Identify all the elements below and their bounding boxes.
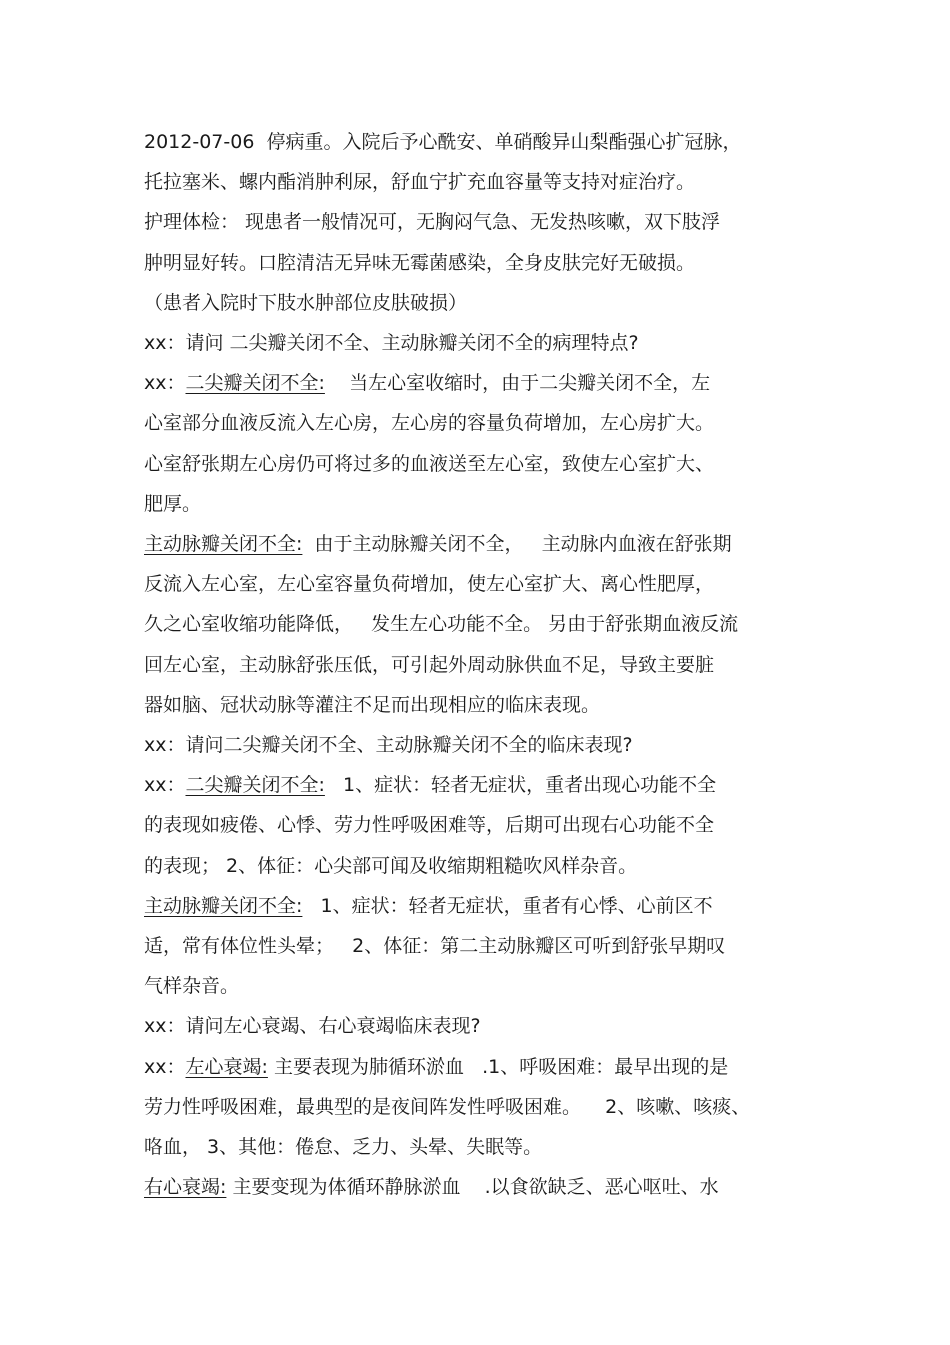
text-segment: 心室舒张期左心房仍可将过多的血液送至左心室，致使左心室扩大、 xyxy=(144,452,715,475)
text-segment: 由于主动脉瓣关闭不全， 主动脉内血液在舒张期 xyxy=(302,533,732,555)
text-segment: 主要表现为肺循环淤血 .1、呼吸困难：最早出现的是 xyxy=(267,1055,729,1078)
text-line xyxy=(144,1167,834,1207)
underlined-heading: 二尖瓣关闭不全: xyxy=(185,774,325,797)
text-segment: 当左心室收缩时，由于二尖瓣关闭不全，左 xyxy=(324,372,711,395)
text-segment: xx：请问 二尖瓣关闭不全、主动脉瓣关闭不全的病理特点? xyxy=(144,332,639,354)
text-line xyxy=(144,1047,834,1087)
text-line xyxy=(144,765,834,805)
text-line xyxy=(144,122,834,162)
text-segment: 器如脑、冠状动脉等灌注不足而出现相应的临床表现。 xyxy=(144,693,601,716)
text-line xyxy=(144,1006,834,1046)
text-line xyxy=(144,1127,834,1167)
text-line xyxy=(144,323,834,363)
text-line xyxy=(144,685,834,725)
text-segment: xx： xyxy=(144,372,186,395)
text-segment: 1、症状：轻者无症状，重者出现心功能不全 xyxy=(324,774,717,797)
text-segment: xx： xyxy=(144,774,186,797)
text-segment: 肥厚。 xyxy=(144,492,202,515)
text-line xyxy=(144,484,834,524)
text-segment: xx：请问左心衰竭、右心衰竭临床表现? xyxy=(144,1015,481,1038)
text-segment: 托拉塞米、螺内酯消肿利尿，舒血宁扩充血容量等支持对症治疗。 xyxy=(144,171,696,194)
text-line xyxy=(144,604,834,644)
text-segment: 劳力性呼吸困难，最典型的是夜间阵发性呼吸困难。 2、咳嗽、咳痰、 xyxy=(144,1095,751,1118)
text-line xyxy=(144,886,834,926)
text-segment: 的表现； 2、体征：心尖部可闻及收缩期粗糙吹风样杂音。 xyxy=(144,854,638,877)
text-segment: 心室部分血液反流入左心房，左心房的容量负荷增加，左心房扩大。 xyxy=(144,412,715,435)
text-segment: 2012-07-06 停病重。入院后予心酰安、单硝酸异山梨酯强心扩冠脉， xyxy=(144,131,742,153)
text-segment: 护理体检： 现患者一般情况可，无胸闷气急、无发热咳嗽，双下肢浮 xyxy=(144,211,721,234)
text-line xyxy=(144,966,834,1006)
text-line xyxy=(144,926,834,966)
text-segment: 肿明显好转。口腔清洁无异味无霉菌感染，全身皮肤完好无破损。 xyxy=(144,251,696,274)
text-line xyxy=(144,403,834,443)
text-segment: xx：请问二尖瓣关闭不全、主动脉瓣关闭不全的临床表现? xyxy=(144,734,633,756)
text-line xyxy=(144,202,834,242)
text-segment: 的表现如疲倦、心悸、劳力性呼吸困难等，后期可出现右心功能不全 xyxy=(144,814,715,837)
underlined-heading: 主动脉瓣关闭不全: xyxy=(144,533,303,555)
text-segment: 适，常有体位性头晕； 2、体征：第二主动脉瓣区可听到舒张早期叹 xyxy=(144,935,726,957)
underlined-heading: 二尖瓣关闭不全: xyxy=(185,372,325,395)
text-line xyxy=(144,1087,834,1127)
text-segment: 1、症状：轻者无症状，重者有心悸、心前区不 xyxy=(302,894,713,917)
text-line xyxy=(144,363,834,403)
text-line xyxy=(144,283,834,323)
text-segment: 久之心室收缩功能降低， 发生左心功能不全。 另由于舒张期血液反流 xyxy=(144,613,739,636)
text-segment: xx： xyxy=(144,1055,186,1078)
text-segment: 主要变现为体循环静脉淤血 .以食欲缺乏、恶心呕吐、水 xyxy=(226,1176,719,1199)
text-line xyxy=(144,243,834,283)
text-segment: 咯血， 3、其他：倦怠、乏力、头晕、失眠等。 xyxy=(144,1136,543,1158)
text-line xyxy=(144,846,834,886)
text-line xyxy=(144,645,834,685)
underlined-heading: 右心衰竭: xyxy=(144,1176,227,1199)
text-line xyxy=(144,564,834,604)
text-line xyxy=(144,524,834,564)
text-segment: 反流入左心室，左心室容量负荷增加，使左心室扩大、离心性肥厚， xyxy=(144,573,715,596)
text-segment: （患者入院时下肢水肿部位皮肤破损） xyxy=(144,291,468,314)
text-segment: 回左心室，主动脉舒张压低，可引起外周动脉供血不足，导致主要脏 xyxy=(144,653,715,676)
text-line xyxy=(144,725,834,765)
text-line xyxy=(144,162,834,202)
text-line xyxy=(144,444,834,484)
text-line xyxy=(144,805,834,845)
text-segment: 气样杂音。 xyxy=(144,975,240,998)
underlined-heading: 主动脉瓣关闭不全: xyxy=(144,894,303,917)
underlined-heading: 左心衰竭: xyxy=(185,1055,268,1078)
